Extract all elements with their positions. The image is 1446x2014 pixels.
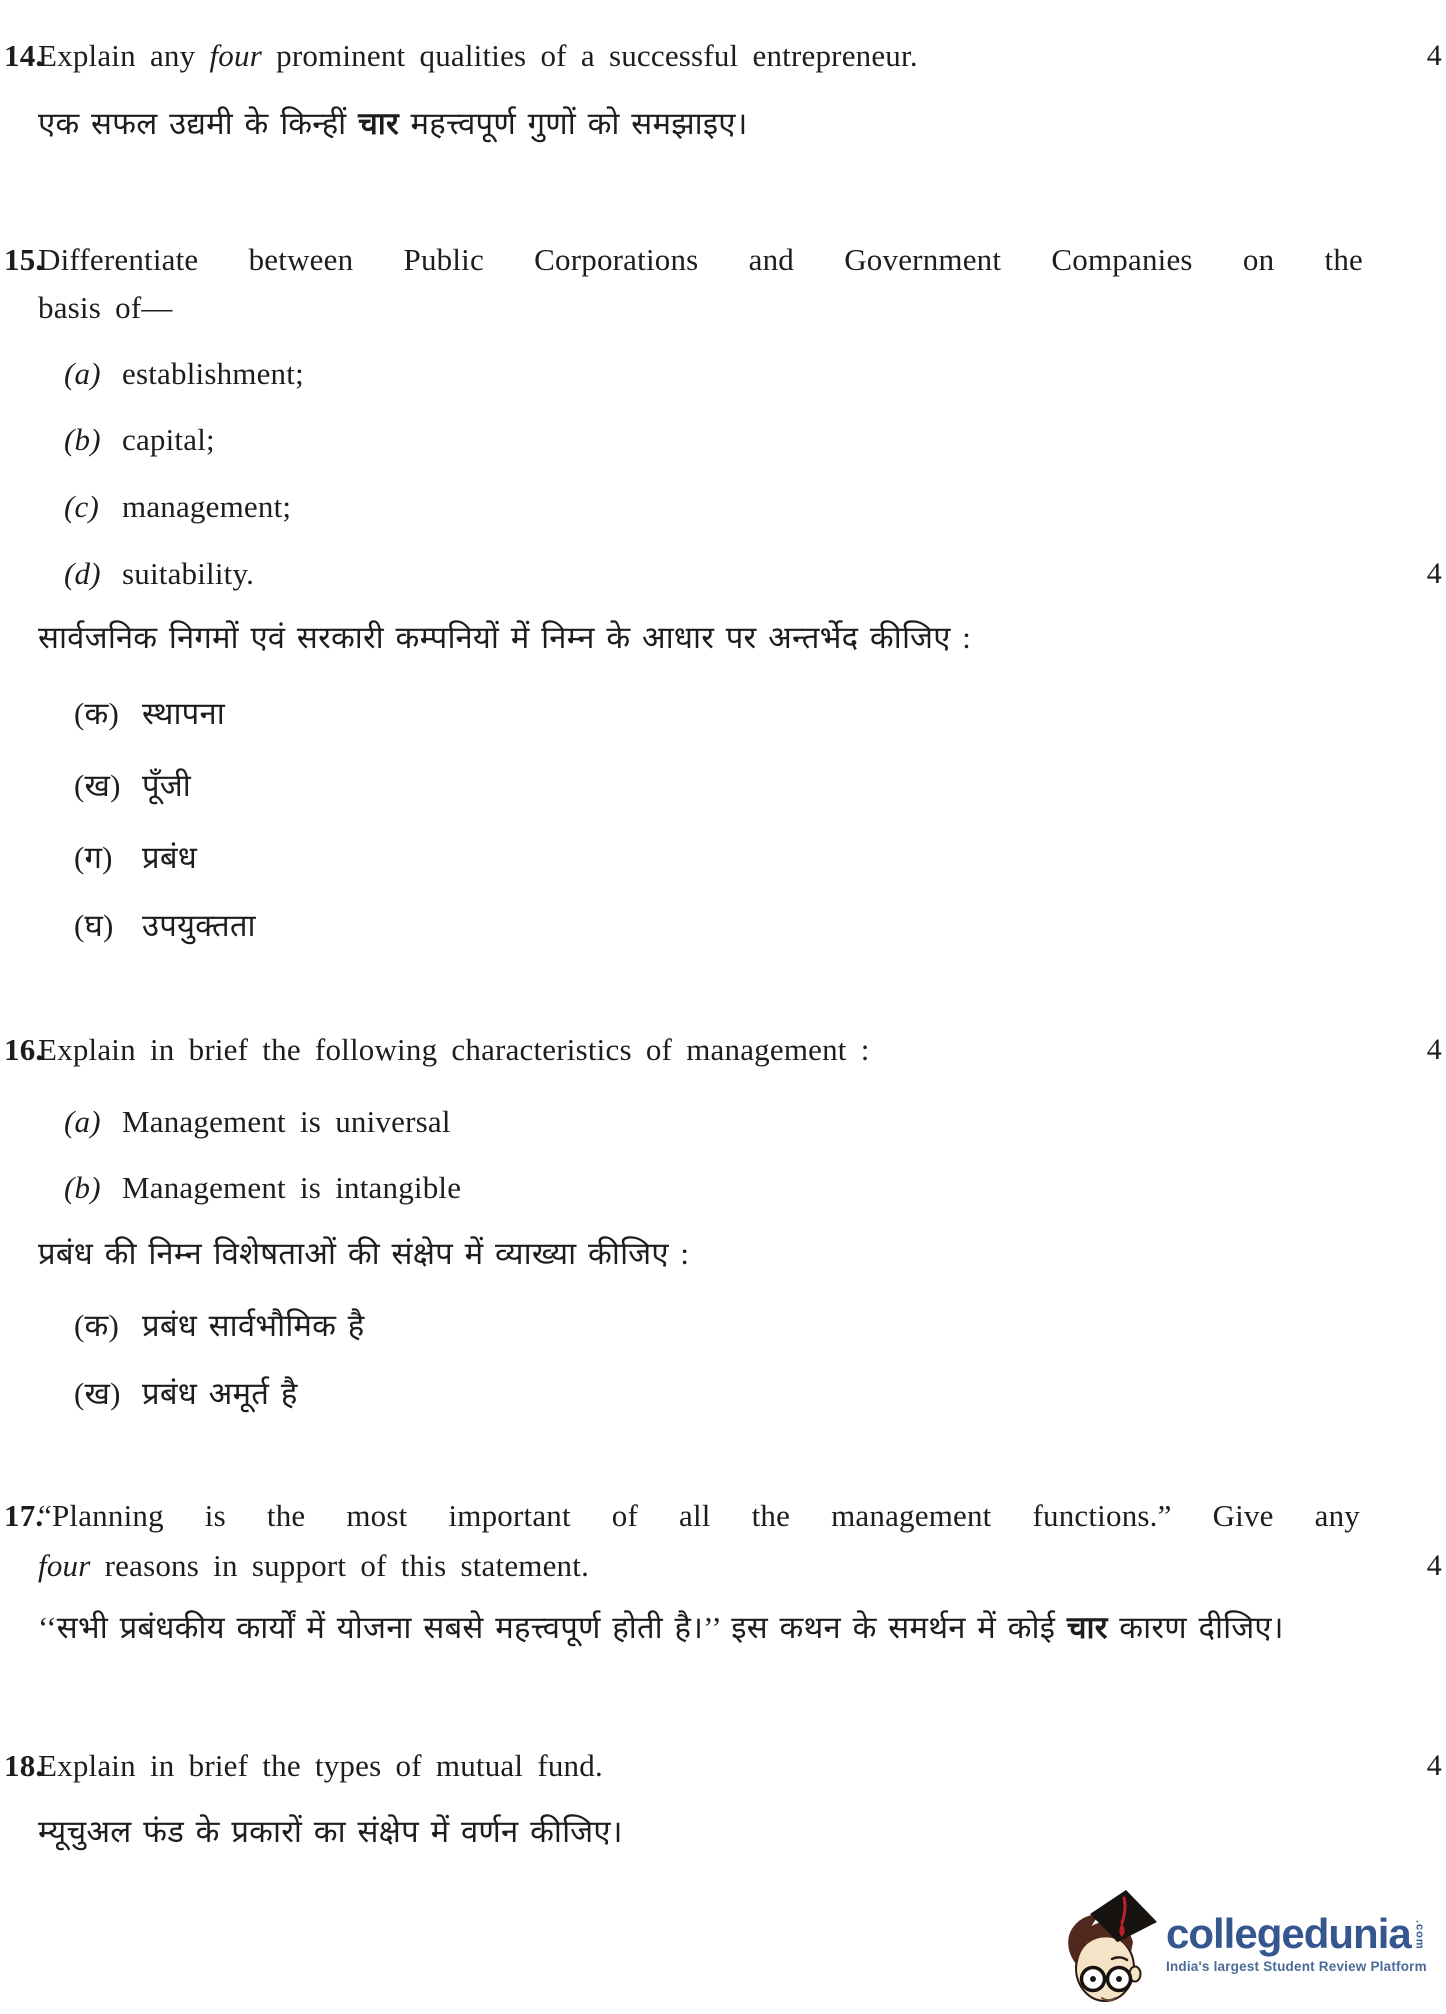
question-17-text-line2: four reasons in support of this statement.: [38, 1548, 590, 1583]
collegedunia-tld: .com: [1413, 1920, 1426, 1950]
question-15-item-c: [38, 487, 1402, 527]
item-text: Management is universal: [122, 1104, 451, 1139]
item-label: (a): [64, 356, 101, 391]
question-15-hindi-item-gha: [38, 906, 1402, 946]
question-15-number: 15.: [4, 242, 44, 277]
item-text: स्थापना: [142, 696, 225, 731]
question-15-hindi-item-ka: [38, 694, 1402, 734]
item-text: उपयुक्तता: [142, 908, 256, 943]
question-18-number: 18.: [4, 1748, 44, 1783]
question-15-text-line2: basis of—: [38, 290, 173, 325]
question-15-hindi-item-kha: [38, 766, 1402, 806]
item-label: (ख): [74, 1376, 121, 1411]
item-label: (ग): [74, 840, 113, 875]
item-label: (a): [64, 1104, 101, 1139]
question-14-number: 14.: [4, 38, 44, 73]
item-text: Management is intangible: [122, 1170, 462, 1205]
collegedunia-tagline: India's largest Student Review Platform: [1166, 1959, 1427, 1974]
question-16-item-a: [38, 1102, 1402, 1142]
question-14-english: [4, 36, 1442, 76]
question-18-english: [4, 1746, 1442, 1786]
question-17-marks: 4: [1426, 1549, 1442, 1582]
item-label: (क): [74, 696, 120, 731]
collegedunia-wordmark: collegedunia: [1166, 1910, 1411, 1957]
question-15-marks: 4: [1426, 557, 1442, 590]
item-text: management;: [122, 489, 292, 524]
item-label: (क): [74, 1308, 120, 1343]
question-15-hindi-item-ga: [38, 838, 1402, 878]
question-14-marks: 4: [1426, 39, 1442, 72]
question-14-text: Explain any four prominent qualities of a successful entrepreneur.: [38, 38, 918, 73]
question-15-hindi-intro: सार्वजनिक निगमों एवं सरकारी कम्पनियों में निम्न के आधार पर अन्तर्भेद कीजिए :: [38, 620, 972, 655]
item-label: (ख): [74, 768, 121, 803]
question-15-english-line1: [4, 240, 1363, 280]
question-16-hindi-intro: प्रबंध की निम्न विशेषताओं की संक्षेप में व्याख्या कीजिए :: [38, 1236, 690, 1271]
question-16-text: Explain in brief the following characteristics of management :: [38, 1032, 870, 1067]
item-text: प्रबंध अमूर्त है: [142, 1376, 298, 1411]
question-15-text-line1: Differentiate between Public Corporations and Government Companies on the: [38, 242, 1363, 277]
item-label: (b): [64, 1170, 101, 1205]
collegedunia-logo: [1060, 1886, 1442, 2012]
item-text: पूँजी: [142, 768, 192, 803]
question-16-hindi-item-kha: [38, 1374, 1402, 1414]
question-14-hindi: एक सफल उद्यमी के किन्हीं चार महत्त्वपूर्ण गुणों को समझाइए।: [38, 106, 748, 141]
question-17-text-line1: “Planning is the most important of all the management functions.” Give any: [38, 1498, 1360, 1533]
item-label: (b): [64, 422, 101, 457]
question-17-hindi: ‘‘सभी प्रबंधकीय कार्यों में योजना सबसे महत्त्वपूर्ण होती है।’’ इस कथन के समर्थन में कोई चार कारण दीजिए।: [38, 1610, 1284, 1645]
item-text: suitability.: [122, 556, 255, 591]
question-16-number: 16.: [4, 1032, 44, 1067]
question-18-marks: 4: [1426, 1749, 1442, 1782]
question-17-number: 17.: [4, 1498, 44, 1533]
item-text: प्रबंध: [142, 840, 198, 875]
collegedunia-mascot-icon: [1060, 1886, 1160, 2012]
question-17-english-line2: [38, 1546, 1442, 1586]
question-18-text: Explain in brief the types of mutual fund.: [38, 1748, 603, 1783]
question-15-item-b: [38, 420, 1402, 460]
question-16-english: [4, 1030, 1442, 1070]
question-15-english-line2: [38, 288, 1402, 328]
item-text: प्रबंध सार्वभौमिक है: [142, 1308, 365, 1343]
item-label: (घ): [74, 908, 114, 943]
question-15-item-a: [38, 354, 1402, 394]
item-label: (d): [64, 556, 101, 591]
item-text: capital;: [122, 422, 215, 457]
question-16-hindi-item-ka: [38, 1306, 1402, 1346]
item-label: (c): [64, 489, 100, 524]
question-16-item-b: [38, 1168, 1402, 1208]
question-18-hindi: म्यूचुअल फंड के प्रकारों का संक्षेप में वर्णन कीजिए।: [38, 1814, 623, 1849]
question-15-item-d: [38, 554, 1442, 594]
question-17-english-line1: [4, 1496, 1360, 1536]
item-text: establishment;: [122, 356, 304, 391]
question-16-marks: 4: [1426, 1033, 1442, 1066]
